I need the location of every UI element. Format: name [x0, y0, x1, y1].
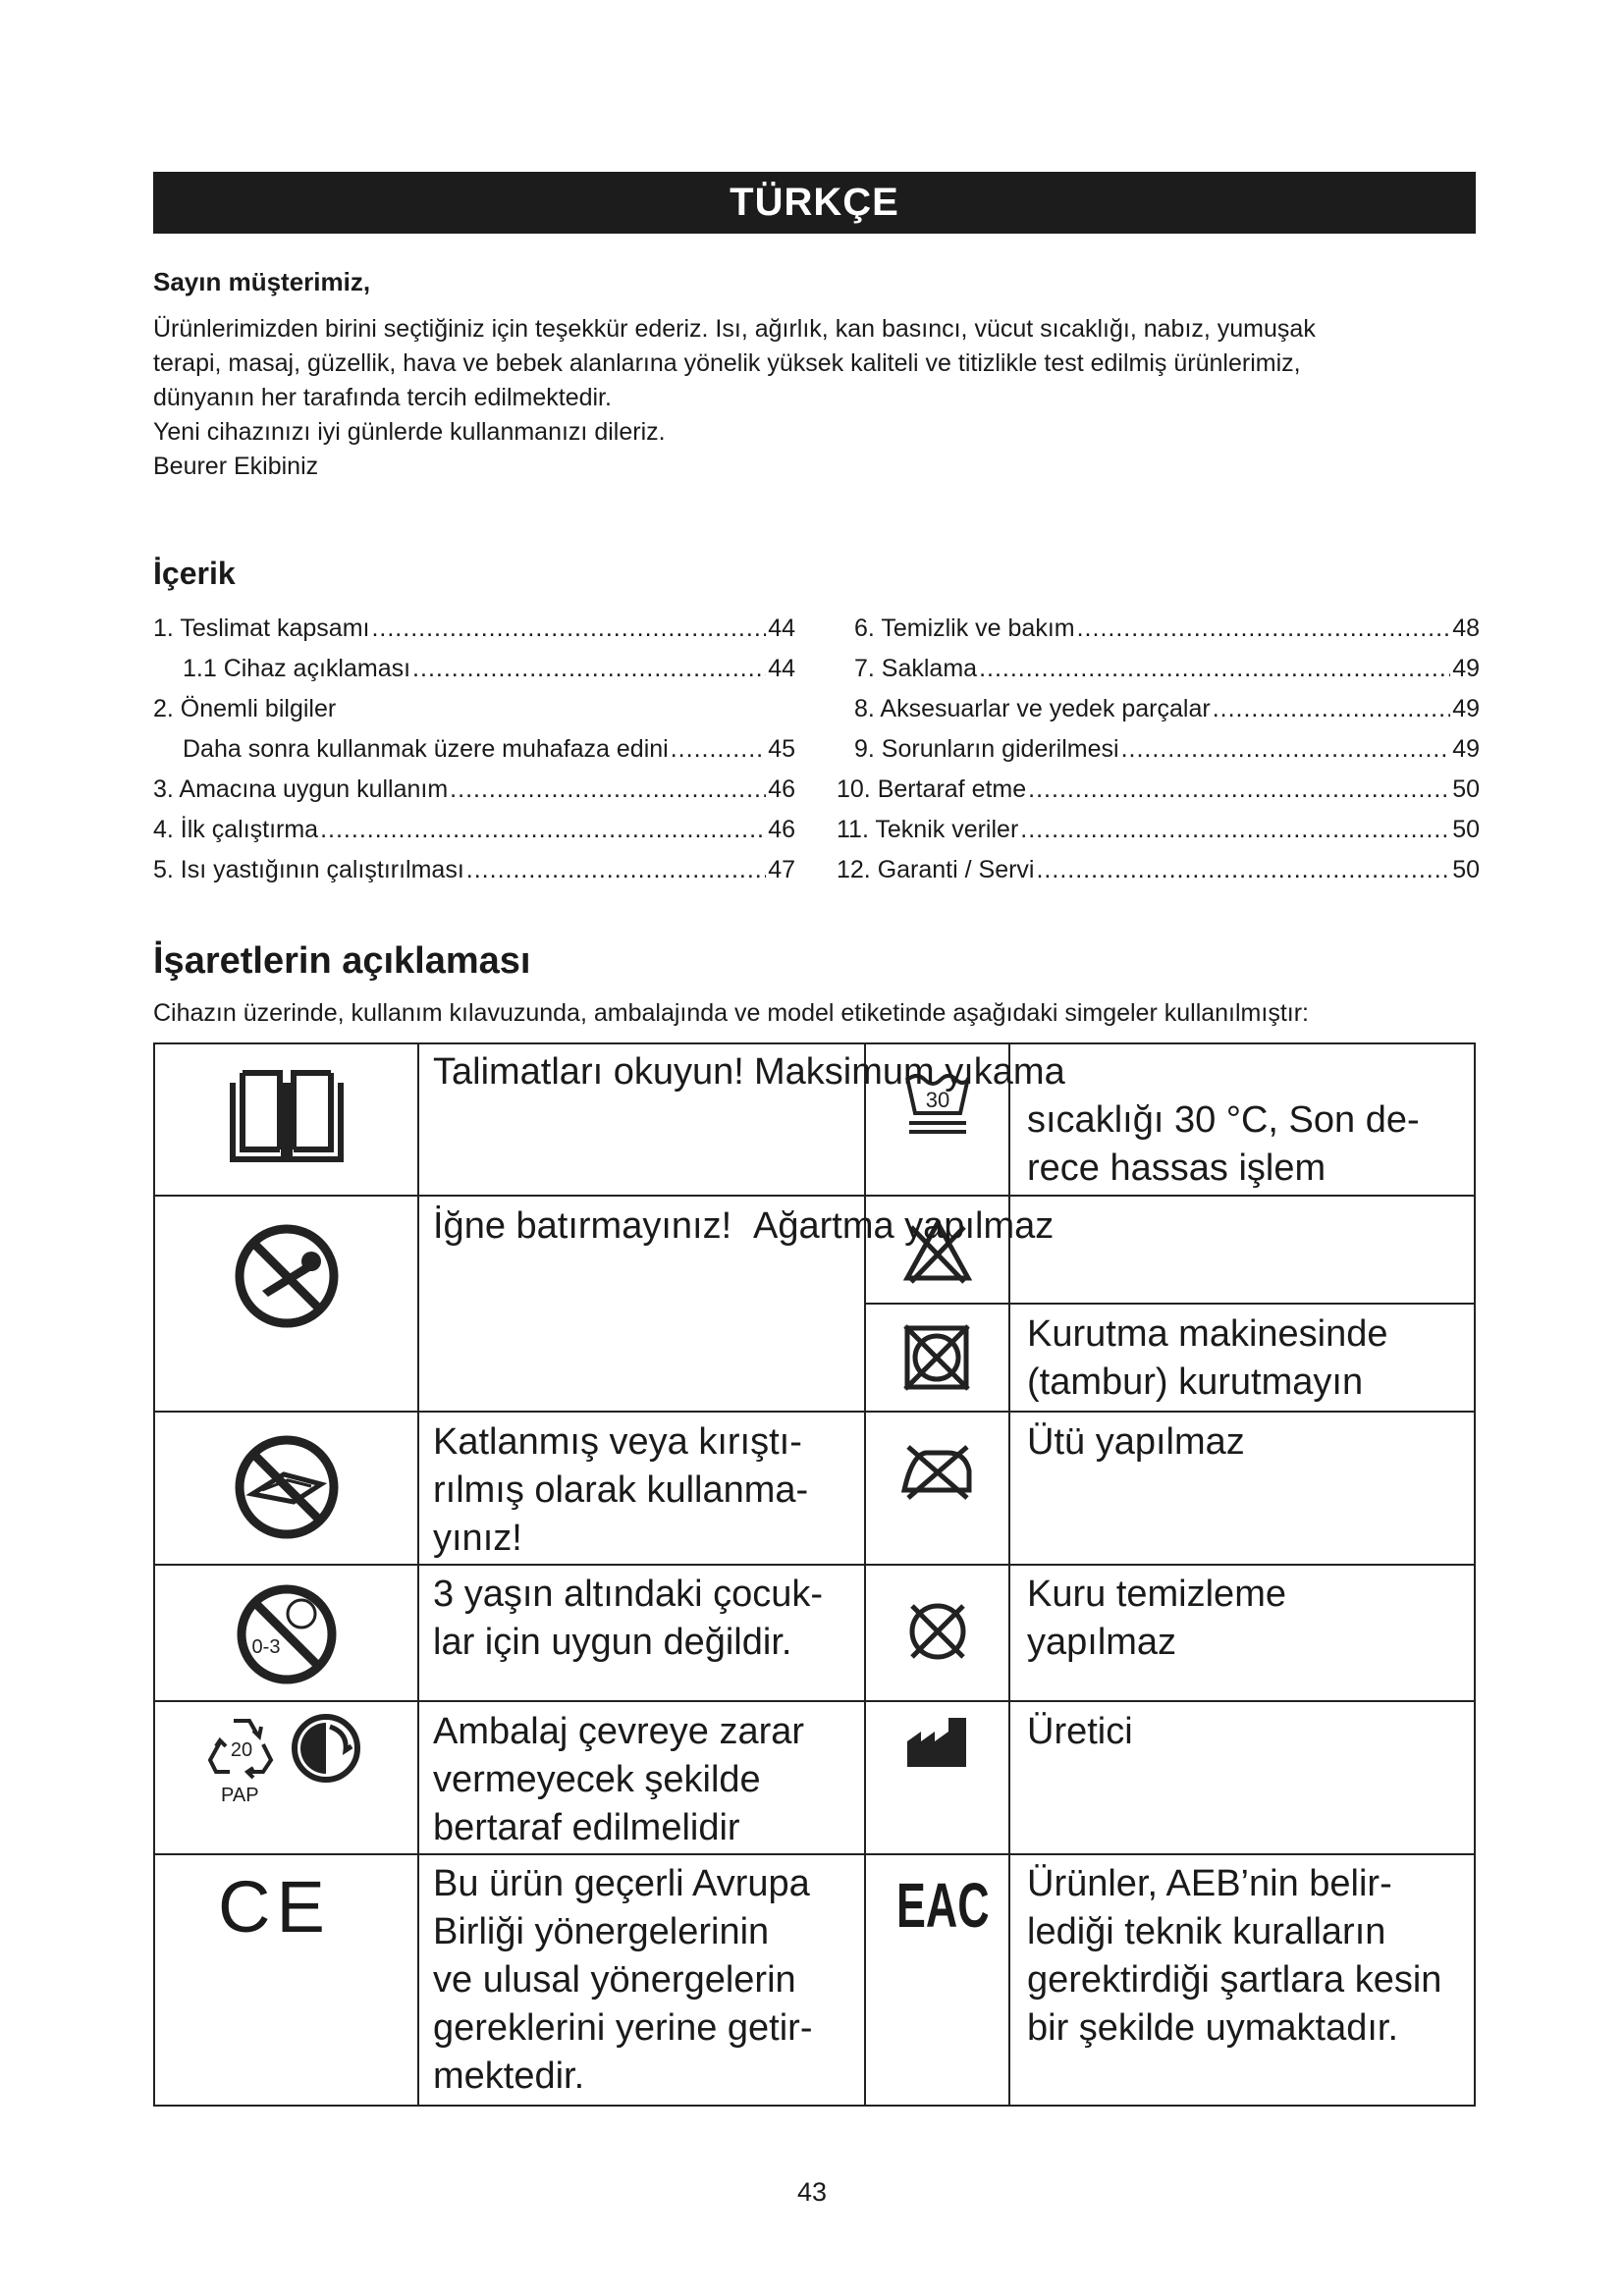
wash-temp-label: 30 [925, 1088, 950, 1112]
eac-line: bir şekilde uymaktadır. [1027, 2007, 1399, 2049]
toc-entry[interactable] [153, 609, 795, 649]
no-tumble-dry-line: (tambur) kurutmayın [1027, 1362, 1364, 1403]
wash-30-line: rece hassas işlem [1027, 1148, 1326, 1189]
packaging-line: bertaraf edilmelidir [433, 1807, 740, 1848]
toc-label: 12. Garanti / Servi [837, 856, 1035, 883]
toc-label: 8. Aksesuarlar ve yedek parçalar [854, 695, 1211, 722]
packaging-text [433, 1708, 804, 1852]
green-dot-icon [291, 1713, 361, 1784]
no-bleach-text: Ağartma yapılmaz [753, 1205, 1055, 1247]
toc-page: 49 [1452, 735, 1480, 763]
toc-page: 47 [768, 856, 795, 883]
table-row-divider [864, 1564, 1476, 1566]
no-tumble-dry-icon [901, 1322, 972, 1393]
toc-label: 2. Önemli bilgiler [153, 695, 337, 722]
eac-mark: EAC [896, 1870, 990, 1941]
toc-entry[interactable] [837, 810, 1480, 850]
toc-entry[interactable] [837, 689, 1480, 729]
intro-line: Ürünlerimizden birini seçtiğiniz için teşekkür ederiz. Isı, ağırlık, kan basıncı, vücut sıcaklığı, nabız, yumuşak [153, 315, 1316, 343]
toc-page: 44 [768, 614, 795, 642]
toc-label: 6. Temizlik ve bakım [854, 614, 1075, 642]
table-row-divider [153, 1411, 864, 1413]
toc-label: Daha sonra kullanmak üzere muhafaza edini [183, 735, 669, 763]
manufacturer-icon [905, 1716, 970, 1769]
table-row-divider [864, 1195, 1476, 1197]
no-fold-icon [233, 1433, 341, 1541]
wash-30-line: Maksimum yıkama [754, 1051, 1065, 1093]
table-row-divider [153, 1853, 864, 1855]
table-row-divider [153, 1564, 864, 1566]
page-number: 43 [796, 2177, 828, 2207]
table-row-divider [864, 1700, 1476, 1702]
eac-text [1027, 1860, 1441, 2053]
eac-line: lediği teknik kuralların [1027, 1911, 1386, 1952]
no-tumble-dry-line: Kurutma makinesinde [1027, 1313, 1388, 1355]
toc-label: 9. Sorunların giderilmesi [854, 735, 1119, 763]
table-border-top [153, 1042, 1476, 1044]
wash-30-text [1027, 1096, 1420, 1193]
greeting: Sayın müşterimiz, [153, 267, 371, 296]
intro-text [153, 312, 1479, 484]
no-pins-text: İğne batırmayınız! [433, 1205, 732, 1247]
toc-entry[interactable] [837, 850, 1480, 890]
toc-entry[interactable] [153, 689, 795, 729]
eac-line: gerektirdiği şartlara kesin [1027, 1959, 1442, 2001]
symbols-subtitle: Cihazın üzerinde, kullanım kılavuzunda, ambalajında ve model etiketinde aşağıdaki simgeler kullanılmıştır: [153, 999, 1309, 1027]
intro-line: Beurer Ekibiniz [153, 453, 319, 480]
book-icon [223, 1063, 351, 1171]
intro-line: terapi, masaj, güzellik, hava ve bebek alanlarına yönelik yüksek kaliteli ve titizlikle test edilmiş ürünlerimiz, [153, 349, 1301, 377]
toc-label: 3. Amacına uygun kullanım [153, 775, 449, 803]
toc-page: 50 [1452, 856, 1480, 883]
toc-entry[interactable] [837, 770, 1480, 810]
recycle-number: 20 [230, 1739, 253, 1761]
no-pin-icon [233, 1222, 341, 1330]
toc-page: 49 [1452, 695, 1480, 722]
toc-label: 10. Bertaraf etme [837, 775, 1027, 803]
ce-line: mektedir. [433, 2056, 585, 2097]
recycle-label: PAP [221, 1785, 259, 1806]
toc-right-column [837, 609, 1480, 890]
read-instructions-text: Talimatları okuyun! [433, 1051, 744, 1093]
toc-entry[interactable] [153, 649, 795, 689]
toc-heading: İçerik [153, 556, 236, 591]
no-dry-clean-text [1027, 1571, 1286, 1667]
age-label: 0-3 [251, 1636, 281, 1658]
wash-30-line: sıcaklığı 30 °C, Son de- [1027, 1099, 1420, 1141]
toc-entry[interactable] [837, 649, 1480, 689]
toc-label: 5. Isı yastığının çalıştırılması [153, 856, 464, 883]
ce-text [433, 1860, 813, 2101]
no-dry-clean-line: yapılmaz [1027, 1622, 1177, 1663]
toc-page: 48 [1452, 614, 1480, 642]
table-row-divider [864, 1853, 1476, 1855]
ce-mark: CE [218, 1866, 331, 1948]
toc-entry[interactable] [153, 850, 795, 890]
not-for-children-line: 3 yaşın altındaki çocuk- [433, 1574, 824, 1615]
toc-entry[interactable] [153, 729, 795, 770]
table-border-right [1474, 1042, 1476, 2107]
table-row-divider [153, 1700, 864, 1702]
toc-page: 50 [1452, 816, 1480, 843]
no-tumble-dry-text [1027, 1310, 1388, 1407]
toc-page: 46 [768, 816, 795, 843]
intro-line: Yeni cihazınızı iyi günlerde kullanmanızı dileriz. [153, 418, 666, 446]
toc-label: 11. Teknik veriler [837, 816, 1019, 843]
toc-page: 49 [1452, 655, 1480, 682]
toc-label: 1.1 Cihaz açıklaması [183, 655, 411, 682]
not-for-children-line: lar için uygun değildir. [433, 1622, 792, 1663]
no-iron-icon [896, 1441, 977, 1502]
ce-line: Birliği yönergelerinin [433, 1911, 770, 1952]
language-header: TÜRKÇE [153, 172, 1476, 234]
table-row-divider [864, 1411, 1476, 1413]
recycle-icon [206, 1713, 277, 1780]
toc-page: 46 [768, 775, 795, 803]
toc-page: 50 [1452, 775, 1480, 803]
toc-page: 44 [768, 655, 795, 682]
table-col-divider [417, 1042, 419, 2107]
toc-label: 4. İlk çalıştırma [153, 816, 319, 843]
toc-label: 7. Saklama [854, 655, 978, 682]
ce-line: ve ulusal yönergelerin [433, 1959, 796, 2001]
ce-line: gereklerini yerine getir- [433, 2007, 813, 2049]
table-row-divider [864, 1303, 1476, 1305]
toc-entry[interactable] [153, 770, 795, 810]
ce-line: Bu ürün geçerli Avrupa [433, 1863, 810, 1904]
wash-30-text [754, 1048, 1065, 1096]
not-for-children-icon [233, 1578, 341, 1686]
manufacturer-text: Üretici [1027, 1711, 1133, 1752]
toc-left-column [153, 609, 795, 890]
no-fold-line: yınız! [433, 1518, 522, 1559]
no-dry-clean-icon [904, 1598, 971, 1665]
toc-entry[interactable] [153, 810, 795, 850]
table-row-divider [153, 1195, 864, 1197]
symbols-heading: İşaretlerin açıklaması [153, 940, 531, 982]
no-fold-text [433, 1418, 808, 1563]
eac-line: Ürünler, AEB’nin belir- [1027, 1863, 1392, 1904]
toc-label: 1. Teslimat kapsamı [153, 614, 370, 642]
intro-line: dünyanın her tarafında tercih edilmektedir. [153, 384, 612, 411]
no-fold-line: rılmış olarak kullanma- [433, 1469, 809, 1511]
table-border-left [153, 1042, 155, 2107]
table-border-bottom [153, 2105, 1476, 2107]
packaging-line: Ambalaj çevreye zarar [433, 1711, 805, 1752]
toc-entry[interactable] [837, 609, 1480, 649]
toc-entry[interactable] [837, 729, 1480, 770]
no-iron-text: Ütü yapılmaz [1027, 1421, 1245, 1463]
no-dry-clean-line: Kuru temizleme [1027, 1574, 1286, 1615]
packaging-line: vermeyecek şekilde [433, 1759, 761, 1800]
toc-page: 45 [768, 735, 795, 763]
not-for-children-text [433, 1571, 823, 1667]
no-fold-line: Katlanmış veya kırıştı- [433, 1421, 802, 1463]
